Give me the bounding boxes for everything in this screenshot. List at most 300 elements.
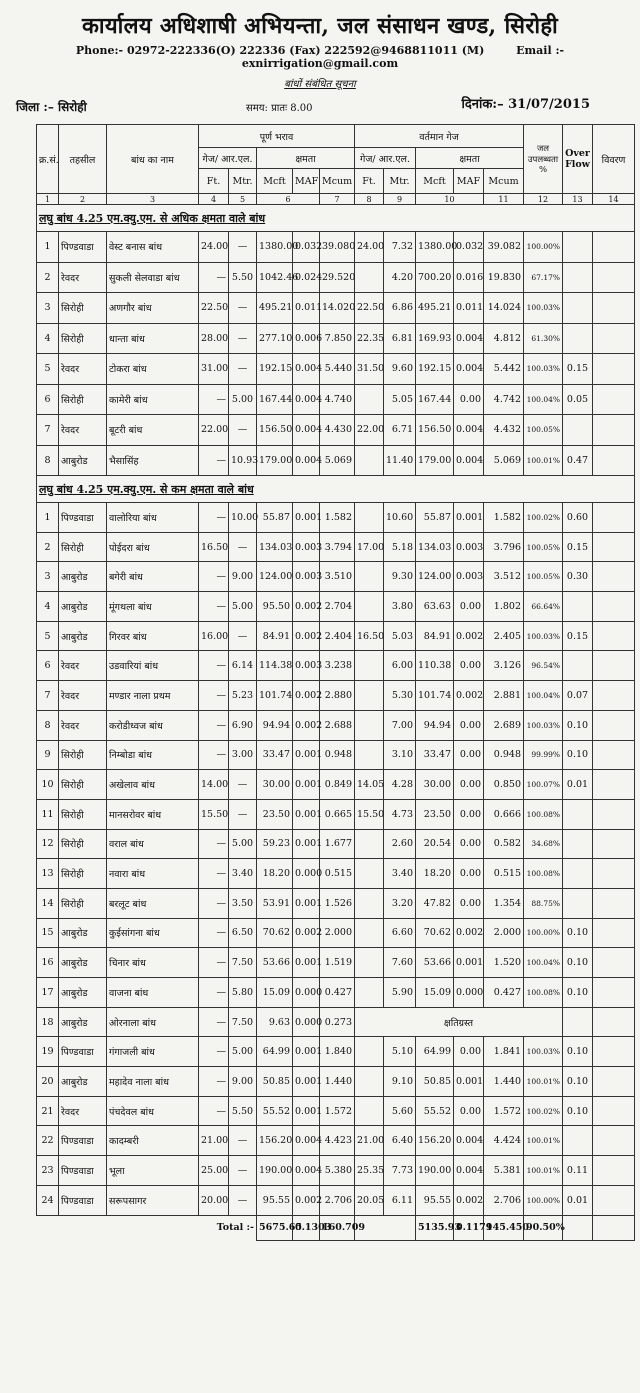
cell-mcft: 15.09 (257, 978, 293, 1008)
cell-dam: धान्ता बांध (107, 323, 199, 354)
table-row (37, 293, 635, 324)
cell-tehsil: आबुरोड (59, 562, 107, 592)
cell-tehsil: रेवदर (59, 710, 107, 740)
cell-cmcum: 1.802 (484, 592, 524, 622)
cell-cmcum: 2.000 (484, 918, 524, 948)
cell-ft: — (199, 445, 229, 476)
cell-mcum: 2.404 (320, 621, 355, 651)
cell-cmaf: 0.00 (454, 888, 484, 918)
table-row (37, 592, 635, 622)
cell-dam: वालोरिया बांध (107, 503, 199, 533)
col-tehsil: तहसील (59, 125, 107, 194)
cell-cmaf: 0.003 (454, 562, 484, 592)
cell-cmaf: 0.00 (454, 770, 484, 800)
col-cur-capacity: क्षमता (416, 148, 524, 169)
cell-mcum: 1.519 (320, 948, 355, 978)
cell-pct: 100.05% (524, 415, 563, 446)
cell-cmtr: 7.32 (384, 232, 416, 263)
cell-cft (355, 1037, 384, 1067)
table-row (37, 978, 635, 1008)
cell-mcft: 167.44 (257, 384, 293, 415)
cell-dam: चिनार बांध (107, 948, 199, 978)
table-row (37, 829, 635, 859)
cell-mtr: 5.80 (229, 978, 257, 1008)
section-title: लघु बांध 4.25 एम.क्यु.एम. से अधिक क्षमता वाले बांध (37, 205, 635, 232)
cell-cmcum: 1.440 (484, 1067, 524, 1097)
total-mcum: 160.709 (320, 1215, 355, 1240)
cell-rem (593, 562, 635, 592)
cell-cmcft: 495.21 (416, 293, 454, 324)
cell-mcum: 2.880 (320, 681, 355, 711)
cell-tehsil: पिण्डवाडा (59, 1037, 107, 1067)
cell-ft: 16.50 (199, 532, 229, 562)
total-mcft: 5675.65 (257, 1215, 293, 1240)
cell-cmcum: 0.582 (484, 829, 524, 859)
table-row (37, 740, 635, 770)
cell-cmaf: 0.003 (454, 532, 484, 562)
cell-cft: 25.35 (355, 1156, 384, 1186)
cell-pct: 100.01% (524, 1156, 563, 1186)
column-number: 2 (59, 194, 107, 205)
cell-rem (593, 384, 635, 415)
table-row (37, 232, 635, 263)
column-number: 7 (320, 194, 355, 205)
cell-rem (593, 621, 635, 651)
cell-of: 0.10 (563, 1096, 593, 1126)
cell-sno: 22 (37, 1126, 59, 1156)
cell-of: 0.11 (563, 1156, 593, 1186)
column-number: 14 (593, 194, 635, 205)
col-dam-name: बांध का नाम (107, 125, 199, 194)
report-meta (0, 94, 640, 116)
column-number: 5 (229, 194, 257, 205)
cell-cft: 21.00 (355, 1126, 384, 1156)
cell-of: 0.10 (563, 710, 593, 740)
cell-mcft: 495.21 (257, 293, 293, 324)
table-row (37, 1185, 635, 1215)
cell-cmcft: 63.63 (416, 592, 454, 622)
cell-mcft: 18.20 (257, 859, 293, 889)
cell-mcft: 95.55 (257, 1185, 293, 1215)
cell-ft: — (199, 503, 229, 533)
cell-cmaf: 0.00 (454, 384, 484, 415)
cell-rem (593, 1185, 635, 1215)
cell-mtr: 5.00 (229, 592, 257, 622)
cell-rem (593, 978, 635, 1008)
cell-ft: — (199, 948, 229, 978)
column-number: 1 (37, 194, 59, 205)
cell-mtr: — (229, 770, 257, 800)
cell-cmcft: 55.52 (416, 1096, 454, 1126)
cell-cmaf: 0.004 (454, 1156, 484, 1186)
col-capacity: क्षमता (257, 148, 355, 169)
cell-tehsil: आबुरोड (59, 445, 107, 476)
cell-cmcum: 5.381 (484, 1156, 524, 1186)
cell-cft: 17.00 (355, 532, 384, 562)
cell-rem (593, 918, 635, 948)
section-header-row (37, 476, 635, 503)
cell-cmtr: 9.60 (384, 354, 416, 385)
cell-cft (355, 262, 384, 293)
cell-sno: 16 (37, 948, 59, 978)
table-row (37, 948, 635, 978)
column-number: 8 (355, 194, 384, 205)
cell-cft (355, 978, 384, 1008)
cell-tehsil: आबुरोड (59, 592, 107, 622)
cell-cmaf: 0.00 (454, 740, 484, 770)
cell-cmcum: 3.126 (484, 651, 524, 681)
cell-cmcum: 1.841 (484, 1037, 524, 1067)
cell-sno: 18 (37, 1007, 59, 1037)
cell-cft (355, 681, 384, 711)
cell-cft (355, 710, 384, 740)
table-row (37, 532, 635, 562)
cell-cmcum: 39.082 (484, 232, 524, 263)
cell-of: 0.10 (563, 978, 593, 1008)
cell-mcft: 55.52 (257, 1096, 293, 1126)
table-row (37, 384, 635, 415)
cell-mcum: 1.582 (320, 503, 355, 533)
total-maf: 0.1303 (293, 1215, 320, 1240)
cell-cmcft: 1380.00 (416, 232, 454, 263)
cell-cmaf: 0.00 (454, 710, 484, 740)
cell-mcum: 2.704 (320, 592, 355, 622)
cell-cmcft: 156.50 (416, 415, 454, 446)
cell-cmtr: 10.60 (384, 503, 416, 533)
cell-of: 0.10 (563, 918, 593, 948)
cell-sno: 3 (37, 562, 59, 592)
table-row (37, 621, 635, 651)
cell-of: 0.01 (563, 770, 593, 800)
time-label: समय: प्रातः 8.00 (246, 103, 313, 114)
cell-dam: वाजना बांध (107, 978, 199, 1008)
cell-cft (355, 503, 384, 533)
cell-mcum: 0.273 (320, 1007, 355, 1037)
cell-cft (355, 948, 384, 978)
cell-ft: — (199, 918, 229, 948)
cell-mtr: 9.00 (229, 562, 257, 592)
cell-ft: 25.00 (199, 1156, 229, 1186)
cell-maf: 0.001 (293, 770, 320, 800)
cell-mtr: 3.50 (229, 888, 257, 918)
total-row (37, 1215, 635, 1240)
cell-mcft: 59.23 (257, 829, 293, 859)
cell-pct: 100.03% (524, 621, 563, 651)
cell-rem (593, 829, 635, 859)
cell-ft: — (199, 1037, 229, 1067)
table-row (37, 799, 635, 829)
cell-cmaf: 0.00 (454, 859, 484, 889)
date-label: दिनांक:– 31/07/2015 (461, 97, 590, 112)
cell-mcft: 156.20 (257, 1126, 293, 1156)
section-header-row (37, 205, 635, 232)
cell-maf: 0.001 (293, 888, 320, 918)
cell-of: 0.47 (563, 445, 593, 476)
cell-rem (593, 770, 635, 800)
cell-cmcum: 2.689 (484, 710, 524, 740)
cell-mcft: 64.99 (257, 1037, 293, 1067)
section-title: लघु बांध 4.25 एम.क्यु.एम. से कम क्षमता वाले बांध (37, 476, 635, 503)
cell-cmcum: 0.948 (484, 740, 524, 770)
table-row (37, 1007, 635, 1037)
cell-tehsil: पिण्डवाडा (59, 1126, 107, 1156)
cell-maf: 0.003 (293, 562, 320, 592)
cell-of (563, 415, 593, 446)
cell-dam: गिरवर बांध (107, 621, 199, 651)
cell-cft: 14.05 (355, 770, 384, 800)
cell-sno: 12 (37, 829, 59, 859)
cell-dam: ओरनाला बांध (107, 1007, 199, 1037)
col-cur-gauge: गेज/ आर.एल. (355, 148, 416, 169)
cell-ft: — (199, 681, 229, 711)
cell-cft (355, 740, 384, 770)
cell-mtr: 10.00 (229, 503, 257, 533)
col-remarks: विवरण (593, 125, 635, 194)
cell-cmcum: 4.742 (484, 384, 524, 415)
cell-cmtr: 6.40 (384, 1126, 416, 1156)
district-label: जिला :– सिरोही (16, 100, 87, 114)
cell-cmtr: 3.10 (384, 740, 416, 770)
cell-dam: मूंगथला बांध (107, 592, 199, 622)
cell-pct: 100.04% (524, 948, 563, 978)
cell-tehsil: आबुरोड (59, 918, 107, 948)
cell-of (563, 293, 593, 324)
cell-of: 0.01 (563, 1185, 593, 1215)
cell-sno: 19 (37, 1037, 59, 1067)
cell-pct: 100.05% (524, 562, 563, 592)
cell-sno: 8 (37, 445, 59, 476)
cell-pct: 100.02% (524, 1096, 563, 1126)
cell-ft: — (199, 888, 229, 918)
cell-sno: 8 (37, 710, 59, 740)
cell-dam: सरूपसागर (107, 1185, 199, 1215)
col-cur-mcft: Mcft (416, 169, 454, 194)
cell-cmcum: 1.582 (484, 503, 524, 533)
cell-mcum: 2.688 (320, 710, 355, 740)
cell-pct: 67.17% (524, 262, 563, 293)
cell-of (563, 1007, 593, 1037)
col-maf: MAF (293, 169, 320, 194)
cell-pct: 100.04% (524, 681, 563, 711)
cell-cmcft: 50.85 (416, 1067, 454, 1097)
cell-dam: अखेलाव बांध (107, 770, 199, 800)
cell-of (563, 592, 593, 622)
cell-rem (593, 1096, 635, 1126)
cell-rem (593, 1156, 635, 1186)
cell-of (563, 829, 593, 859)
cell-cmcft: 179.00 (416, 445, 454, 476)
cell-mtr: 5.00 (229, 1037, 257, 1067)
cell-cmcum: 2.405 (484, 621, 524, 651)
cell-mcft: 50.85 (257, 1067, 293, 1097)
cell-pct: 100.01% (524, 1126, 563, 1156)
cell-rem (593, 799, 635, 829)
cell-of: 0.05 (563, 384, 593, 415)
cell-cmtr: 9.10 (384, 1067, 416, 1097)
cell-tehsil: रेवदर (59, 651, 107, 681)
cell-maf: 0.002 (293, 621, 320, 651)
cell-cmcft: 18.20 (416, 859, 454, 889)
cell-cmaf: 0.032 (454, 232, 484, 263)
cell-cft: 22.50 (355, 293, 384, 324)
cell-ft: — (199, 592, 229, 622)
cell-mcft: 70.62 (257, 918, 293, 948)
cell-tehsil: रेवदर (59, 1096, 107, 1126)
cell-pct: 34.68% (524, 829, 563, 859)
col-mcum: Mcum (320, 169, 355, 194)
cell-rem (593, 323, 635, 354)
cell-dam: पोईदरा बांध (107, 532, 199, 562)
cell-cmcft: 95.55 (416, 1185, 454, 1215)
cell-cmcum: 0.666 (484, 799, 524, 829)
cell-mtr: — (229, 1126, 257, 1156)
cell-ft: — (199, 829, 229, 859)
cell-pct: 100.07% (524, 770, 563, 800)
cell-cmtr: 7.73 (384, 1156, 416, 1186)
cell-sno: 13 (37, 859, 59, 889)
cell-rem (593, 681, 635, 711)
cell-ft: 22.00 (199, 415, 229, 446)
cell-of: 0.07 (563, 681, 593, 711)
cell-cmtr: 6.60 (384, 918, 416, 948)
cell-cmtr: 11.40 (384, 445, 416, 476)
col-mtr: Mtr. (229, 169, 257, 194)
total-cur-mcft: 5135.93 (416, 1215, 454, 1240)
cell-sno: 10 (37, 770, 59, 800)
cell-rem (593, 445, 635, 476)
cell-sno: 1 (37, 503, 59, 533)
cell-tehsil: सिरोही (59, 323, 107, 354)
cell-mcum: 7.850 (320, 323, 355, 354)
cell-cmaf: 0.00 (454, 799, 484, 829)
cell-mcum: 1.526 (320, 888, 355, 918)
cell-cft: 24.00 (355, 232, 384, 263)
col-current-gauge: वर्तमान गेज (355, 125, 524, 148)
cell-maf: 0.002 (293, 681, 320, 711)
cell-cmaf: 0.00 (454, 829, 484, 859)
total-label: Total :- (216, 1222, 254, 1234)
cell-tehsil: सिरोही (59, 829, 107, 859)
cell-of: 0.10 (563, 1067, 593, 1097)
cell-ft: — (199, 651, 229, 681)
cell-maf: 0.002 (293, 1185, 320, 1215)
cell-dam: बगेरी बांध (107, 562, 199, 592)
cell-mcum: 5.440 (320, 354, 355, 385)
cell-mtr: 6.14 (229, 651, 257, 681)
cell-pct: 100.05% (524, 532, 563, 562)
table-row (37, 1096, 635, 1126)
cell-ft: 16.00 (199, 621, 229, 651)
cell-of (563, 262, 593, 293)
cell-sno: 3 (37, 293, 59, 324)
cell-mtr: — (229, 232, 257, 263)
cell-cmcum: 3.796 (484, 532, 524, 562)
cell-tehsil: सिरोही (59, 799, 107, 829)
column-number: 3 (107, 194, 199, 205)
table-row (37, 859, 635, 889)
dam-status-table (36, 124, 635, 1241)
cell-cft (355, 918, 384, 948)
cell-cft: 16.50 (355, 621, 384, 651)
cell-mtr: — (229, 621, 257, 651)
table-row (37, 562, 635, 592)
cell-cmcft: 55.87 (416, 503, 454, 533)
total-of (563, 1215, 593, 1240)
column-number: 6 (257, 194, 320, 205)
cell-mcum: 29.520 (320, 262, 355, 293)
cell-cft (355, 888, 384, 918)
cell-maf: 0.006 (293, 323, 320, 354)
cell-cmtr: 6.00 (384, 651, 416, 681)
cell-sno: 11 (37, 799, 59, 829)
cell-dam: निम्बोडा बांध (107, 740, 199, 770)
cell-cmaf: 0.002 (454, 1185, 484, 1215)
cell-tehsil: आबुरोड (59, 948, 107, 978)
cell-cmaf: 0.001 (454, 503, 484, 533)
cell-mtr: 10.93 (229, 445, 257, 476)
cell-maf: 0.004 (293, 1126, 320, 1156)
cell-tehsil: सिरोही (59, 770, 107, 800)
cell-ft: 15.50 (199, 799, 229, 829)
cell-sno: 14 (37, 888, 59, 918)
table-row (37, 681, 635, 711)
cell-maf: 0.002 (293, 918, 320, 948)
cell-cmaf: 0.002 (454, 621, 484, 651)
cell-cft (355, 829, 384, 859)
cell-mtr: 6.50 (229, 918, 257, 948)
cell-rem (593, 262, 635, 293)
cell-tehsil: पिण्डवाडा (59, 1156, 107, 1186)
cell-cmaf: 0.004 (454, 323, 484, 354)
cell-rem (593, 503, 635, 533)
cell-cmcft: 84.91 (416, 621, 454, 651)
cell-mcft: 156.50 (257, 415, 293, 446)
cell-mtr: 5.23 (229, 681, 257, 711)
cell-cmtr: 4.73 (384, 799, 416, 829)
cell-cft (355, 592, 384, 622)
cell-cmtr: 5.05 (384, 384, 416, 415)
cell-cft: 15.50 (355, 799, 384, 829)
cell-mcft: 114.38 (257, 651, 293, 681)
cell-cft: 20.05 (355, 1185, 384, 1215)
cell-cmcum: 1.520 (484, 948, 524, 978)
cell-cmaf: 0.016 (454, 262, 484, 293)
cell-cmcft: 30.00 (416, 770, 454, 800)
cell-dam: कादम्बरी (107, 1126, 199, 1156)
email-text: Email :- exnirrigation@gmail.com (241, 44, 565, 70)
cell-cmaf: 0.00 (454, 1037, 484, 1067)
table-row (37, 1067, 635, 1097)
cell-cft (355, 1067, 384, 1097)
cell-ft: — (199, 562, 229, 592)
cell-ft: — (199, 262, 229, 293)
cell-cmaf: 0.004 (454, 1126, 484, 1156)
cell-rem (593, 859, 635, 889)
col-cur-ft: Ft. (355, 169, 384, 194)
cell-rem (593, 232, 635, 263)
cell-mtr: 6.90 (229, 710, 257, 740)
cell-dam: टोकरा बांध (107, 354, 199, 385)
office-title: कार्यालय अधिशाषी अभियन्ता, जल संसाधन खण्ड, सिरोही (81, 13, 559, 39)
col-cur-mtr: Mtr. (384, 169, 416, 194)
cell-pct: 100.00% (524, 918, 563, 948)
cell-of (563, 859, 593, 889)
cell-mtr: 7.50 (229, 948, 257, 978)
cell-maf: 0.001 (293, 1067, 320, 1097)
col-cur-mcum: Mcum (484, 169, 524, 194)
cell-mcft: 53.66 (257, 948, 293, 978)
cell-mtr: — (229, 1185, 257, 1215)
